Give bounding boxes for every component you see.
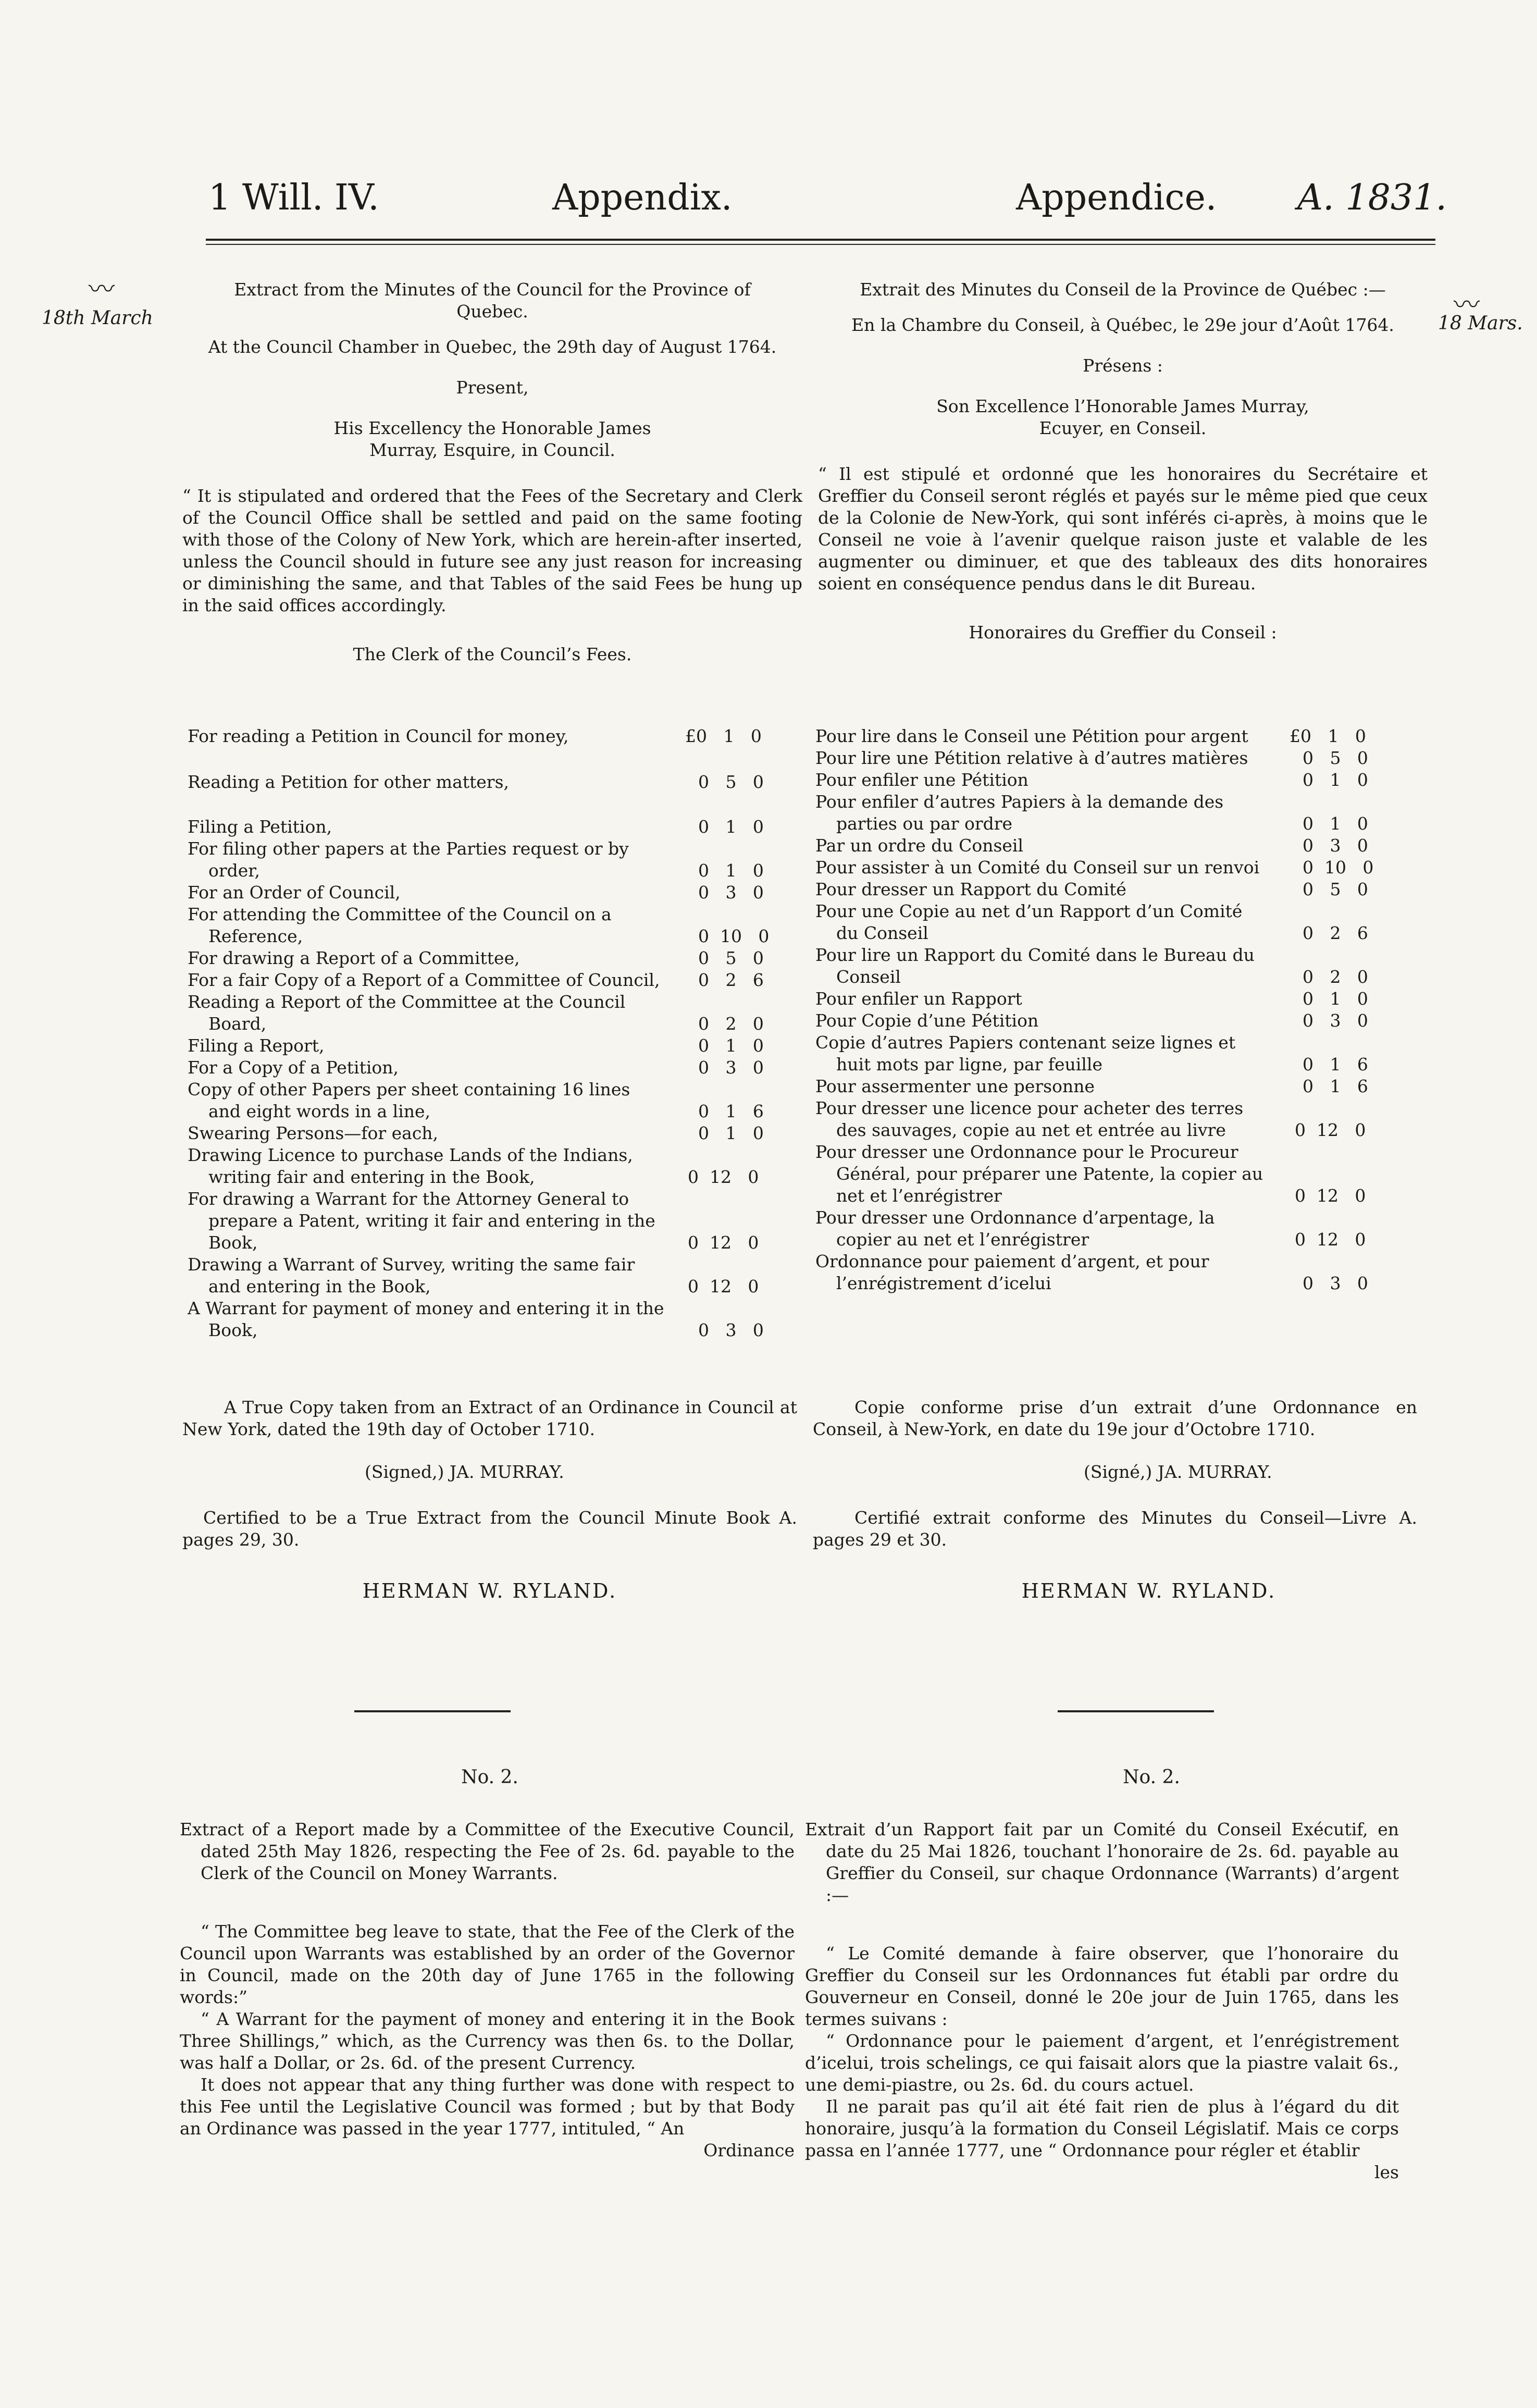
french-catchword: les <box>1374 2162 1399 2182</box>
french-closing <box>813 1397 1417 1602</box>
french-divider <box>1058 1710 1214 1712</box>
fee-row: Reading a Petition for other matters, 0 5 0 <box>188 772 764 792</box>
english-certified: Certified to be a True Extract from the Council Minute Book A. pages 29, 30. <box>182 1508 797 1550</box>
english-report <box>180 1819 795 2162</box>
english-divider <box>354 1710 511 1712</box>
header-appendix: Appendix. <box>552 177 733 218</box>
english-ryland: HERMAN W. RYLAND. <box>362 1579 617 1602</box>
fee-row: For a Copy of a Petition, 0 3 0 <box>188 1057 764 1078</box>
fee-row: Pour enfiler d’autres Papiers à la demande des parties ou par ordre 0 1 0 <box>815 792 1368 834</box>
header-rule-thin <box>206 244 1435 245</box>
fee-row: For filing other papers at the Parties request or by order, 0 1 0 <box>188 838 764 881</box>
french-ryland: HERMAN W. RYLAND. <box>1021 1579 1276 1602</box>
french-column <box>818 279 1428 644</box>
english-para1: “ The Committee beg leave to state, that the Fee of the Clerk of the Council upon Warrants was established by an order of the Governor in Council, made on the 20th day of June 1765 in the following words:” <box>180 1921 795 2007</box>
french-true-copy: Copie conforme prise d’un extrait d’une Ordonnance en Conseil, à New-York, en date du 19e jour d’Octobre 1710. <box>813 1397 1417 1439</box>
fee-row: For drawing a Report of a Committee, 0 5 0 <box>188 948 764 968</box>
fee-row: Pour lire une Pétition relative à d’autres matières 0 5 0 <box>815 748 1368 768</box>
english-column <box>182 279 802 665</box>
flourish-icon: 〰 <box>1454 290 1480 320</box>
fee-row: A Warrant for payment of money and entering it in the Book, 0 3 0 <box>188 1298 764 1340</box>
fee-row: Copie d’autres Papiers contenant seize lignes et huit mots par ligne, par feuille 0 1 6 <box>815 1032 1368 1075</box>
fee-row: Pour enfiler une Pétition 0 1 0 <box>815 770 1368 790</box>
english-quote: “ It is stipulated and ordered that the Fees of the Secretary and Clerk of the Council Office shall be settled and paid on the same footing with those of the Colony of New York, which are herein-after inserted, unless the Council should in future see any just reason for increasing or diminishing the same, and that Tables of the said Fees be hung up in the said offices accordingly. <box>182 486 802 615</box>
header-rule <box>206 239 1435 241</box>
regnal-year: 1 Will. IV. <box>208 177 379 218</box>
french-certified: Certifié extrait conforme des Minutes du Conseil—Livre A. pages 29 et 30. <box>813 1508 1417 1550</box>
french-present: Présens : <box>1083 355 1163 376</box>
english-report-title: Extract of a Report made by a Committee of the Executive Council, dated 25th May 1826, respecting the Fee of 2s. 6d. payable to the Clerk of the Council on Money Warrants. <box>180 1819 795 1883</box>
french-para3: Il ne parait pas qu’il ait été fait rien de plus à l’égard du dit honoraire, jusqu’à la formation du Conseil Législatif. Mais ce corps passa en l’année 1777, une “ Ordonnance pour régler et établir <box>805 2096 1399 2160</box>
margin-date-right: 18 Mars. <box>1438 313 1523 334</box>
french-para2: “ Ordonnance pour le paiement d’argent, et l’enrégistrement d’icelui, trois schelings, ce qui faisait alors que la piastre valait 6s., une demi-piastre, ou 2s. 6d. du cours actuel. <box>805 2031 1399 2095</box>
flourish-icon: 〰 <box>89 274 115 304</box>
french-no2: No. 2. <box>1123 1767 1180 1788</box>
margin-date-left: 18th March <box>42 307 153 329</box>
fee-row: Pour assermenter une personne 0 1 6 <box>815 1076 1368 1096</box>
fee-row: Pour assister à un Comité du Conseil sur un renvoi 0 10 0 <box>815 857 1374 878</box>
french-fee-table <box>815 725 1399 1294</box>
english-excellency: His Excellency the Honorable James Murray, Esquire, in Council. <box>333 418 651 460</box>
english-present: Present, <box>456 377 529 398</box>
french-quote: “ Il est stipulé et ordonné que les honoraires du Secrétaire et Greffier du Conseil seront réglés et payés sur le même pied que ceux de la Colonie de New-York, qui sont inférés ci-après, à moins que le Conseil ne voie à l’avenir quelque raison juste et valable de les augmenter ou diminuer, et que des tableaux des dits honoraires soient en conséquence pendus dans le dit Bureau. <box>818 464 1428 594</box>
fee-row: Ordonnance pour paiement d’argent, et pour l’enrégistrement d’icelui 0 3 0 <box>815 1251 1368 1293</box>
fee-row: Pour dresser une licence pour acheter des terres des sauvages, copie au net et entrée au livre 0 12 0 <box>815 1098 1366 1140</box>
french-report-title: Extrait d’un Rapport fait par un Comité du Conseil Exécutif, en date du 25 Mai 1826, touchant l’honoraire de 2s. 6d. payable au Greffier du Conseil, sur chaque Ordonnance (Warrants) d’argent :— <box>805 1819 1399 1905</box>
fee-row: Pour lire un Rapport du Comité dans le Bureau du Conseil 0 2 0 <box>815 945 1368 987</box>
english-para3: It does not appear that any thing further was done with respect to this Fee until the Legislative Council was formed ; but by that Body an Ordinance was passed in the year 1777, intituled, “ An <box>180 2074 795 2139</box>
fee-row: Reading a Report of the Committee at the Council Board, 0 2 0 <box>188 992 764 1034</box>
fee-row: Pour Copie d’une Pétition 0 3 0 <box>815 1010 1368 1031</box>
french-fees-title: Honoraires du Greffier du Conseil : <box>969 622 1277 643</box>
french-excellency: Son Excellence l’Honorable James Murray, Ecuyer, en Conseil. <box>936 396 1309 438</box>
fee-row: Pour une Copie au net d’un Rapport d’un Comité du Conseil 0 2 6 <box>815 901 1368 943</box>
french-signature: (Signé,) JA. MURRAY. <box>1084 1462 1272 1482</box>
fee-row: Par un ordre du Conseil 0 3 0 <box>815 835 1368 856</box>
english-para2: “ A Warrant for the payment of money and entering it in the Book Three Shillings,” which, as the Currency was then 6s. to the Dollar, was half a Dollar, or 2s. 6d. of the present Currency. <box>180 2009 795 2073</box>
fee-row: Pour enfiler un Rapport 0 1 0 <box>815 989 1368 1009</box>
fee-row: Pour lire dans le Conseil une Pétition pour argent £0 1 0 <box>815 726 1366 746</box>
english-true-copy: A True Copy taken from an Extract of an Ordinance in Council at New York, dated the 19th day of October 1710. <box>182 1397 797 1439</box>
french-place: En la Chambre du Conseil, à Québec, le 29e jour d’Août 1764. <box>851 315 1394 335</box>
french-report <box>805 1819 1399 2183</box>
english-intro: Extract from the Minutes of the Council for the Province of Quebec. <box>234 279 751 322</box>
english-fees-title: The Clerk of the Council’s Fees. <box>353 644 632 664</box>
fee-row: Filing a Report, 0 1 0 <box>188 1035 764 1056</box>
header-year: A. 1831. <box>1297 177 1447 218</box>
fee-row: Swearing Persons—for each, 0 1 0 <box>188 1123 764 1143</box>
fee-row: Copy of other Papers per sheet containing 16 lines and eight words in a line, 0 1 6 <box>188 1079 764 1121</box>
fee-row: Filing a Petition, 0 1 0 <box>188 817 764 837</box>
fee-row: For reading a Petition in Council for money, £0 1 0 <box>188 726 762 746</box>
fee-row: Pour dresser un Rapport du Comité 0 5 0 <box>815 879 1368 899</box>
english-closing <box>182 1397 797 1602</box>
fee-row: For a fair Copy of a Report of a Committee of Council, 0 2 6 <box>188 970 764 990</box>
fee-row: For drawing a Warrant for the Attorney General to prepare a Patent, writing it fair and entering in the Book, 0 12 0 <box>188 1189 759 1253</box>
english-catchword: Ordinance <box>703 2140 795 2160</box>
french-intro: Extrait des Minutes du Conseil de la Province de Québec :— <box>860 279 1386 300</box>
fee-row: Drawing a Warrant of Survey, writing the same fair and entering in the Book, 0 12 0 <box>188 1254 759 1296</box>
fee-row: Pour dresser une Ordonnance pour le Procureur Général, pour préparer une Patente, la copier au net et l’enrégistrer 0 12 0 <box>815 1142 1366 1206</box>
fee-row: For attending the Committee of the Council on a Reference, 0 10 0 <box>188 904 770 946</box>
english-fee-table <box>188 725 797 1341</box>
fee-row: For an Order of Council, 0 3 0 <box>188 882 764 903</box>
french-para1: “ Le Comité demande à faire observer, que l’honoraire du Greffier du Conseil sur les Ordonnances fut établi par ordre du Gouverneur en Conseil, donné le 20e jour de Juin 1765, dans les termes suivans : <box>805 1943 1399 2029</box>
english-no2: No. 2. <box>461 1767 518 1788</box>
english-place: At the Council Chamber in Quebec, the 29th day of August 1764. <box>208 337 777 357</box>
fee-row: Pour dresser une Ordonnance d’arpentage, la copier au net et l’enrégistrer 0 12 0 <box>815 1207 1366 1250</box>
header-appendice: Appendice. <box>1016 177 1217 218</box>
english-signature: (Signed,) JA. MURRAY. <box>365 1462 564 1482</box>
fee-row: Drawing Licence to purchase Lands of the Indians, writing fair and entering in the Book, 0 12 0 <box>188 1145 759 1187</box>
